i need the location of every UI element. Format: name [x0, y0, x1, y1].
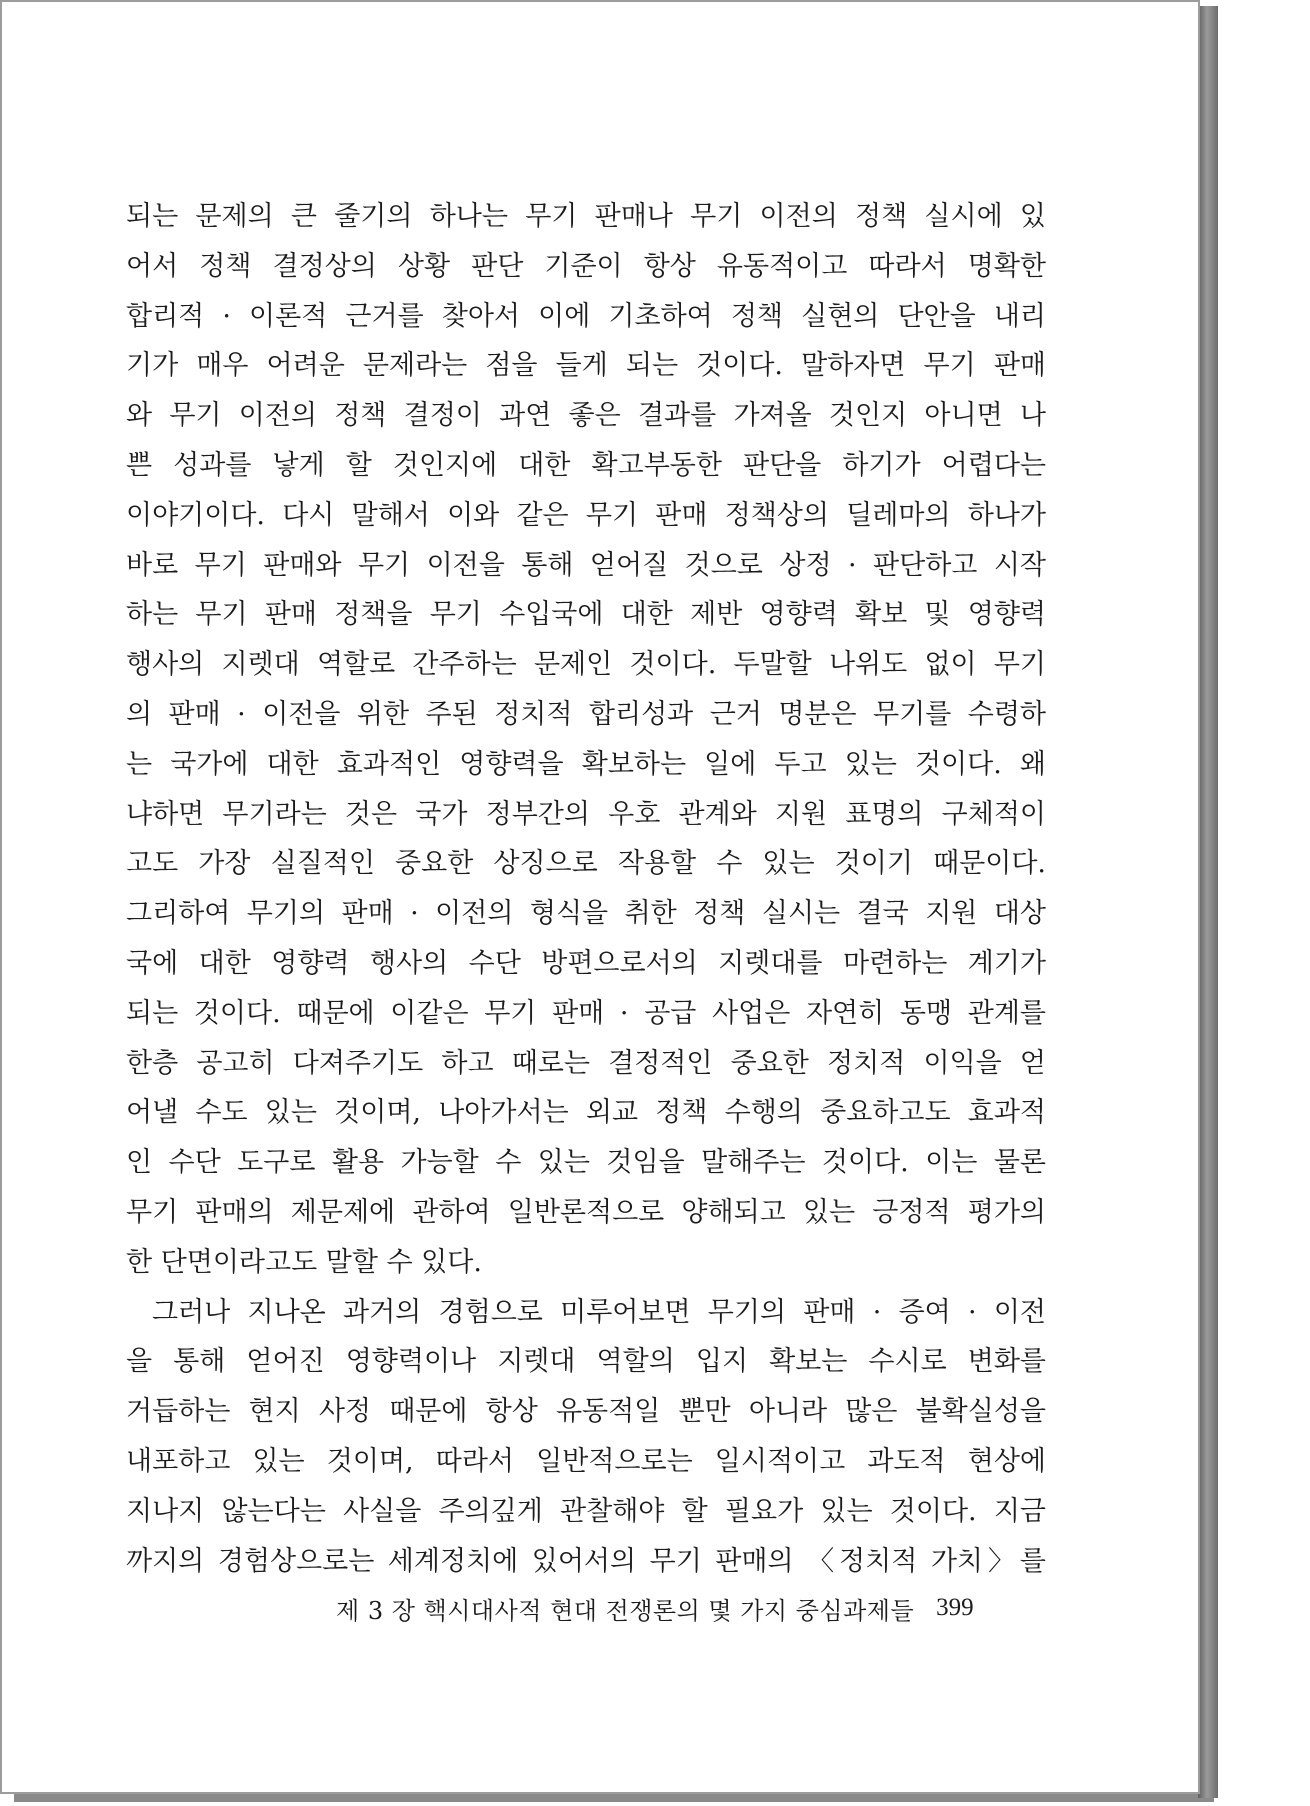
page-edge: [1198, 6, 1218, 1798]
page-footer: [336, 1588, 1016, 1628]
text-line: 쁜 성과를 낳게 할 것인지에 대한 확고부동한 판단을 하기가 어렵다는: [126, 449, 1046, 481]
page-number: 399: [936, 1594, 974, 1621]
text-line: 까지의 경험상으로는 세계정치에 있어서의 무기 판매의 〈정치적 가치〉를: [126, 1545, 1046, 1577]
text-line: 냐하면 무기라는 것은 국가 정부간의 우호 관계와 지원 표명의 구체적이: [126, 798, 1046, 830]
text-line: 의 판매 · 이전을 위한 주된 정치적 합리성과 근거 명분은 무기를 수령하: [126, 698, 1046, 730]
paragraph-end-line: 한 단면이라고도 말할 수 있다.: [126, 1246, 482, 1278]
text-line: 어서 정책 결정상의 상황 판단 기준이 항상 유동적이고 따라서 명확한: [126, 250, 1046, 282]
text-line: 그리하여 무기의 판매 · 이전의 형식을 취한 정책 실시는 결국 지원 대상: [126, 898, 1046, 930]
text-line: 거듭하는 현지 사정 때문에 항상 유동적일 뿐만 아니라 많은 불확실성을: [126, 1396, 1046, 1428]
text-line: 합리적 · 이론적 근거를 찾아서 이에 기초하여 정책 실현의 단안을 내리: [126, 300, 1046, 332]
text-line: 바로 무기 판매와 무기 이전을 통해 얻어질 것으로 상정 · 판단하고 시작: [126, 549, 1046, 581]
text-line: 을 통해 얻어진 영향력이나 지렛대 역할의 입지 확보는 수시로 변화를: [126, 1346, 1046, 1378]
text-line: 하는 무기 판매 정책을 무기 수입국에 대한 제반 영향력 확보 및 영향력: [126, 599, 1046, 631]
text-line: 국에 대한 영향력 행사의 수단 방편으로서의 지렛대를 마련하는 계기가: [126, 947, 1046, 979]
text-line: 지나지 않는다는 사실을 주의깊게 관찰해야 할 필요가 있는 것이다. 지금: [126, 1495, 1046, 1527]
text-line: 무기 판매의 제문제에 관하여 일반론적으로 양해되고 있는 긍정적 평가의: [126, 1196, 1046, 1228]
paragraph-start-line: 그러나 지나온 과거의 경험으로 미루어보면 무기의 판매 · 증여 · 이전: [152, 1296, 1046, 1328]
text-line: 고도 가장 실질적인 중요한 상징으로 작용할 수 있는 것이기 때문이다.: [126, 848, 1046, 880]
text-line: 와 무기 이전의 정책 결정이 과연 좋은 결과를 가져올 것인지 아니면 나: [126, 400, 1046, 432]
text-line: 기가 매우 어려운 문제라는 점을 들게 되는 것이다. 말하자면 무기 판매: [126, 350, 1046, 382]
body-text: [126, 192, 1046, 1586]
text-line: 한층 공고히 다져주기도 하고 때로는 결정적인 중요한 정치적 이익을 얻: [126, 1047, 1046, 1079]
text-line: 되는 문제의 큰 줄기의 하나는 무기 판매나 무기 이전의 정책 실시에 있: [126, 201, 1046, 232]
running-title: 제 3 장 핵시대사적 현대 전쟁론의 몇 가지 중심과제들: [336, 1596, 915, 1625]
text-line: 이야기이다. 다시 말해서 이와 같은 무기 판매 정책상의 딜레마의 하나가: [126, 499, 1046, 531]
text-line: 행사의 지렛대 역할로 간주하는 문제인 것이다. 두말할 나위도 없이 무기: [126, 649, 1046, 681]
text-line: 는 국가에 대한 효과적인 영향력을 확보하는 일에 두고 있는 것이다. 왜: [126, 748, 1046, 780]
text-line: 내포하고 있는 것이며, 따라서 일반적으로는 일시적이고 과도적 현상에: [126, 1445, 1046, 1477]
text-line: 되는 것이다. 때문에 이같은 무기 판매 · 공급 사업은 자연히 동맹 관계를: [126, 997, 1046, 1029]
text-line: 어낼 수도 있는 것이며, 나아가서는 외교 정책 수행의 중요하고도 효과적: [126, 1097, 1046, 1129]
text-line: 인 수단 도구로 활용 가능할 수 있는 것임을 말해주는 것이다. 이는 물론: [126, 1147, 1046, 1179]
